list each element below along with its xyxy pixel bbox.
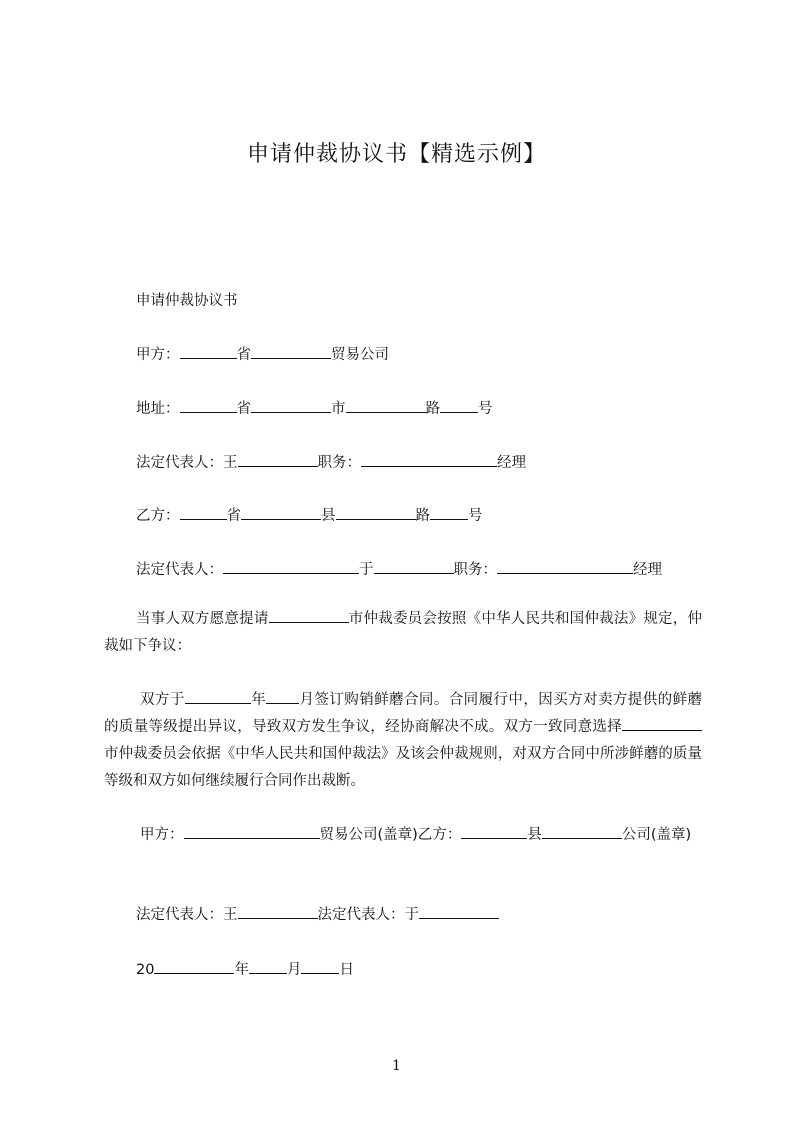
fill-blank (238, 904, 318, 919)
fill-blank (336, 505, 416, 520)
fill-blank (251, 344, 331, 359)
paragraph-text: 甲方： (140, 827, 184, 843)
fill-blank (180, 398, 237, 413)
party-a-line (136, 344, 389, 365)
fill-blank (461, 824, 527, 839)
paragraph-signatures (104, 822, 702, 849)
party-b-label: 乙方： (136, 508, 180, 524)
fill-blank (238, 452, 318, 467)
fill-blank (249, 959, 287, 974)
date-line (136, 959, 354, 980)
address-line (136, 398, 493, 419)
province-text: 省 (236, 401, 251, 417)
county-text: 县 (321, 508, 336, 524)
paragraph-text: 公司(盖章) (621, 827, 692, 843)
date-prefix: 20 (136, 962, 155, 978)
party-b-line (136, 505, 483, 526)
paragraph-text: 年 (250, 692, 267, 708)
position-text: 职务： (317, 455, 361, 471)
address-label: 地址： (136, 401, 180, 417)
fill-blank (241, 505, 321, 520)
fill-blank (346, 398, 426, 413)
rep-a-label: 法定代表人：王 (136, 455, 238, 471)
rep-a-sign-label: 法定代表人：王 (136, 907, 238, 923)
fill-blank (374, 559, 454, 574)
number-text: 号 (478, 401, 493, 417)
fill-blank (497, 559, 633, 574)
manager-text: 经理 (497, 455, 526, 471)
fill-blank (184, 824, 320, 839)
surname-text: 于 (359, 562, 374, 578)
company-text: 贸易公司 (331, 347, 389, 363)
fill-blank (301, 959, 339, 974)
month-text: 月 (286, 962, 302, 978)
page-number: 1 (392, 1058, 401, 1074)
fill-blank (269, 608, 349, 623)
document-subtitle: 申请仲裁协议书 (136, 293, 238, 309)
fill-blank (223, 559, 359, 574)
fill-blank (185, 689, 251, 704)
fill-blank (154, 959, 234, 974)
number-text: 号 (468, 508, 483, 524)
paragraph-dispute-description (104, 687, 702, 795)
fill-blank (419, 904, 499, 919)
province-text: 省 (236, 347, 251, 363)
paragraph-text: 县 (527, 827, 542, 843)
paragraph-text: 双方于 (140, 692, 185, 708)
day-text: 日 (339, 962, 354, 978)
fill-blank (251, 398, 331, 413)
fill-blank (440, 398, 478, 413)
road-text: 路 (425, 401, 440, 417)
rep-b-sign-label: 法定代表人：于 (317, 907, 419, 923)
document-title: 申请仲裁协议书【精选示例】 (246, 142, 546, 167)
paragraph-arbitration-request (104, 606, 702, 660)
fill-blank (180, 505, 227, 520)
fill-blank (266, 689, 299, 704)
paragraph-text: 贸易公司(盖章)乙方： (319, 827, 462, 843)
fill-blank (542, 824, 622, 839)
manager-text: 经理 (633, 562, 662, 578)
paragraph-text: 月签订购销鲜蘑合同。合同履行中，因买方对卖方提供的鲜蘑的质量等级提出异议，导致双方发生争议，经协商解决不成。双方一致同意选择 (104, 692, 702, 735)
fill-blank (430, 505, 468, 520)
province-text: 省 (226, 508, 241, 524)
paragraph-text: 当事人双方愿意提请 (136, 611, 269, 627)
party-a-label: 甲方： (136, 347, 180, 363)
fill-blank (361, 452, 497, 467)
paragraph-text: 市仲裁委员会依据《中华人民共和国仲裁法》及该会仲裁规则，对双方合同中所涉鲜蘑的质量等级和双方如何继续履行合同作出裁断。 (104, 746, 702, 789)
paragraph-text: 市仲裁委员会按照《中华人民共和国仲裁法》规定，仲裁如下争议： (104, 611, 702, 654)
year-text: 年 (234, 962, 249, 978)
road-text: 路 (415, 508, 430, 524)
position-text: 职务： (453, 562, 497, 578)
rep-a-line (136, 452, 526, 473)
fill-blank (180, 344, 237, 359)
city-text: 市 (331, 401, 346, 417)
fill-blank (622, 716, 702, 731)
sign-line (136, 904, 499, 925)
rep-b-label: 法定代表人： (136, 562, 223, 578)
rep-b-line (136, 559, 662, 580)
